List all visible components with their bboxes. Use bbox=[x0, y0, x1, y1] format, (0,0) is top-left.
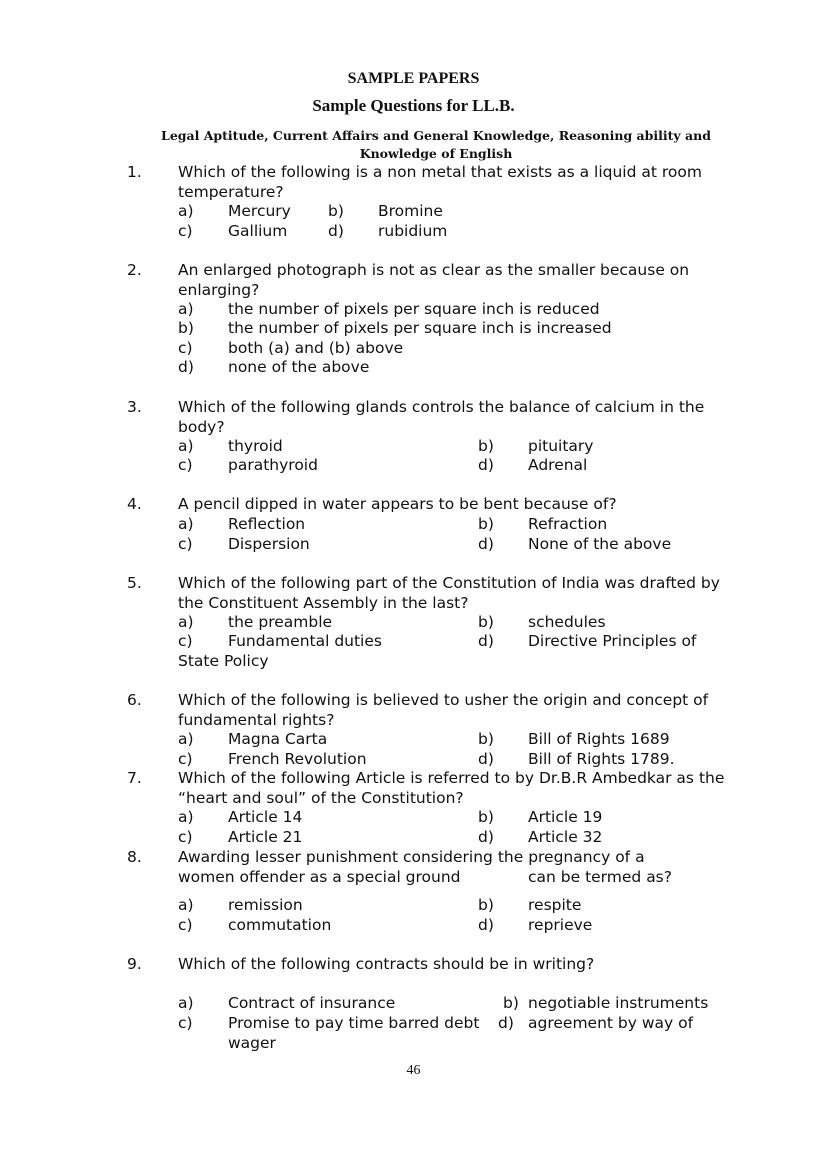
option-label: d) bbox=[328, 222, 344, 240]
question-text: Awarding lesser punishment considering the pregnancy of a bbox=[178, 848, 645, 866]
option-text: Contract of insurance bbox=[228, 994, 396, 1012]
option-label: d) bbox=[478, 535, 494, 553]
option-text: None of the above bbox=[528, 535, 672, 553]
option-label: b) bbox=[478, 808, 494, 826]
option-label: b) bbox=[478, 437, 494, 455]
option-label: c) bbox=[178, 632, 193, 650]
option-text: Directive Principles of bbox=[528, 632, 697, 650]
option-label: b) bbox=[478, 896, 494, 914]
page-title: SAMPLE PAPERS bbox=[347, 70, 480, 87]
option-text: respite bbox=[528, 896, 582, 914]
question-text-part: women offender as a special ground bbox=[178, 868, 461, 886]
option-text: the number of pixels per square inch is reduced bbox=[228, 300, 600, 318]
option-text: parathyroid bbox=[228, 456, 318, 474]
option-text: commutation bbox=[228, 916, 332, 934]
option-text: Bromine bbox=[378, 202, 443, 220]
option-label: b) bbox=[503, 994, 519, 1012]
option-label: b) bbox=[478, 730, 494, 748]
option-text: rubidium bbox=[378, 222, 448, 240]
option-label: d) bbox=[478, 750, 494, 768]
option-text: reprieve bbox=[528, 916, 593, 934]
option-text-continued: State Policy bbox=[178, 652, 269, 670]
question-text: Which of the following glands controls the balance of calcium in the body? bbox=[178, 398, 705, 436]
question-text: Which of the following is a non metal that exists as a liquid at room temperature? bbox=[178, 163, 702, 201]
option-text: agreement by way of bbox=[528, 1014, 694, 1032]
option-text: the preamble bbox=[228, 613, 333, 631]
question-text: Which of the following contracts should be in writing? bbox=[178, 955, 595, 973]
option-label: a) bbox=[178, 808, 194, 826]
option-label: c) bbox=[178, 339, 193, 357]
option-text-continued: wager bbox=[228, 1034, 276, 1052]
option-text: thyroid bbox=[228, 437, 283, 455]
option-label: d) bbox=[478, 916, 494, 934]
option-text: the number of pixels per square inch is increased bbox=[228, 319, 612, 337]
option-text: Mercury bbox=[228, 202, 291, 220]
option-text: none of the above bbox=[228, 358, 370, 376]
option-label: d) bbox=[498, 1014, 514, 1032]
option-text: Bill of Rights 1689 bbox=[528, 730, 670, 748]
option-text: Article 21 bbox=[228, 828, 303, 846]
option-label: b) bbox=[328, 202, 344, 220]
option-text: Magna Carta bbox=[228, 730, 328, 748]
option-text: remission bbox=[228, 896, 303, 914]
option-text: schedules bbox=[528, 613, 606, 631]
question-number: 2. bbox=[127, 261, 142, 279]
option-text: Bill of Rights 1789. bbox=[528, 750, 675, 768]
option-label: d) bbox=[178, 358, 194, 376]
option-label: d) bbox=[478, 632, 494, 650]
question-number: 1. bbox=[127, 163, 142, 181]
option-label: c) bbox=[178, 916, 193, 934]
option-label: a) bbox=[178, 613, 194, 631]
option-label: a) bbox=[178, 896, 194, 914]
option-text: negotiable instruments bbox=[528, 994, 709, 1012]
question-number: 6. bbox=[127, 691, 142, 709]
option-text: Fundamental duties bbox=[228, 632, 382, 650]
option-text: Dispersion bbox=[228, 535, 310, 553]
option-label: a) bbox=[178, 437, 194, 455]
option-text: Gallium bbox=[228, 222, 288, 240]
question-text: A pencil dipped in water appears to be bent because of? bbox=[178, 495, 617, 513]
question-number: 5. bbox=[127, 574, 142, 592]
option-label: c) bbox=[178, 535, 193, 553]
option-text: Article 32 bbox=[528, 828, 603, 846]
option-text: pituitary bbox=[528, 437, 594, 455]
question-number: 8. bbox=[127, 848, 142, 866]
option-label: b) bbox=[478, 515, 494, 533]
option-label: a) bbox=[178, 730, 194, 748]
option-label: c) bbox=[178, 750, 193, 768]
option-label: b) bbox=[178, 319, 194, 337]
option-text: Adrenal bbox=[528, 456, 588, 474]
option-label: a) bbox=[178, 994, 194, 1012]
question-text: Which of the following part of the Constitution of India was drafted by the Constituent Assembly in the last? bbox=[178, 574, 720, 612]
question-text-part: can be termed as? bbox=[528, 868, 672, 886]
option-label: c) bbox=[178, 222, 193, 240]
page-number: 46 bbox=[406, 1063, 421, 1078]
question-text: An enlarged photograph is not as clear as the smaller because on enlarging? bbox=[178, 261, 690, 299]
option-text: Reflection bbox=[228, 515, 306, 533]
option-text: both (a) and (b) above bbox=[228, 339, 404, 357]
option-label: d) bbox=[478, 828, 494, 846]
option-text: Article 14 bbox=[228, 808, 303, 826]
section-heading: Legal Aptitude, Current Affairs and General Knowledge, Reasoning ability and Knowledge of English bbox=[161, 128, 711, 161]
question-number: 9. bbox=[127, 955, 142, 973]
option-label: a) bbox=[178, 300, 194, 318]
option-text: Article 19 bbox=[528, 808, 603, 826]
page-subtitle: Sample Questions for LL.B. bbox=[312, 96, 515, 115]
option-label: c) bbox=[178, 1014, 193, 1032]
question-number: 4. bbox=[127, 495, 142, 513]
option-text: Refraction bbox=[528, 515, 608, 533]
option-label: a) bbox=[178, 202, 194, 220]
question-text: Which of the following is believed to usher the origin and concept of fundamental rights? bbox=[178, 691, 709, 729]
option-text: French Revolution bbox=[228, 750, 367, 768]
option-label: a) bbox=[178, 515, 194, 533]
option-label: c) bbox=[178, 456, 193, 474]
option-label: c) bbox=[178, 828, 193, 846]
option-label: b) bbox=[478, 613, 494, 631]
question-text: Which of the following Article is referred to by Dr.B.R Ambedkar as the “heart and soul” of the Constitution? bbox=[178, 769, 725, 807]
option-text: Promise to pay time barred debt bbox=[228, 1014, 480, 1032]
question-number: 7. bbox=[127, 769, 142, 787]
question-number: 3. bbox=[127, 398, 142, 416]
option-label: d) bbox=[478, 456, 494, 474]
